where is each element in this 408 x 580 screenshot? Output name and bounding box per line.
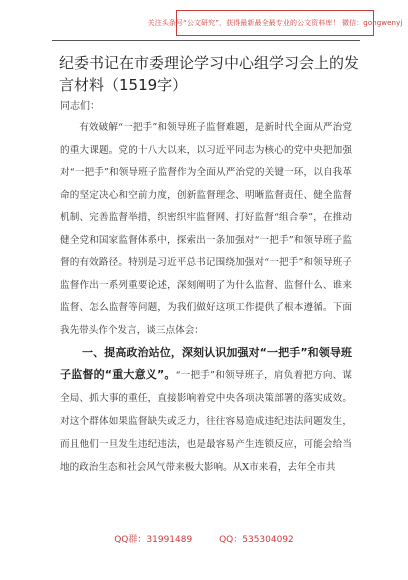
body-paragraph: 有效破解“一把手”和领导班子监督难题，是新时代全面从严治党的重大课题。党的十八大以来，以习近平同志为核心的党中央把加强对“一把手”和领导班子监督作为全面从严治党的关键一环，以自我革命的坚定决心和空前力度，创新监督理念、明晰监督责任、健全监督机制、完善监督举措，织密织牢监督网、打好监督“组合拳”，在推动健全党和国家监督体系中，探索出一条加强对“一把手”和领导班子监督的有效路径。特别是习近平总书记围绕加强对“一把手”和领导班子监督作出一系列重要论述，深刻阐明了为什么监督、监督什么、谁来监督、怎么监督等问题，为我们做好这项工作提供了根本遵循。下面我先带头作个发言，谈三点体会：	[60, 122, 352, 336]
qq-contact-label: QQ：535304092	[219, 535, 294, 545]
document-title: 纪委书记在市委理论学习中心组学习会上的发言材料（1519字）	[59, 54, 360, 94]
section-heading-text: 一、提高政治站位，深刻认识加强对“一把手”和领导班子监督的“重大意义”。	[60, 346, 352, 381]
salutation: 同志们：	[60, 101, 100, 112]
document-body	[60, 117, 352, 479]
qq-group-label: QQ群：31991489	[114, 535, 193, 545]
header-banner: 关注头条号“公文研究”，获得最新最全最专业的公文资料库！ 微信：gongwenyj	[176, 10, 374, 36]
header-divider	[52, 40, 360, 41]
body-paragraph: “一把手”和领导班子，肩负着把方向、谋全局、抓大事的重任，直接影响着党中央各项决策部署的落实成效。对这个群体如果监督缺失或乏力，往往容易造成违纪违法问题发生，而且他们一旦发生违纪违法，也是最容易产生连锁反应，可能会给当地的政治生态和社会风气带来极大影响。从X市来看，去年全市共	[60, 370, 352, 473]
section-heading	[60, 342, 352, 479]
footer-contact	[0, 532, 408, 545]
